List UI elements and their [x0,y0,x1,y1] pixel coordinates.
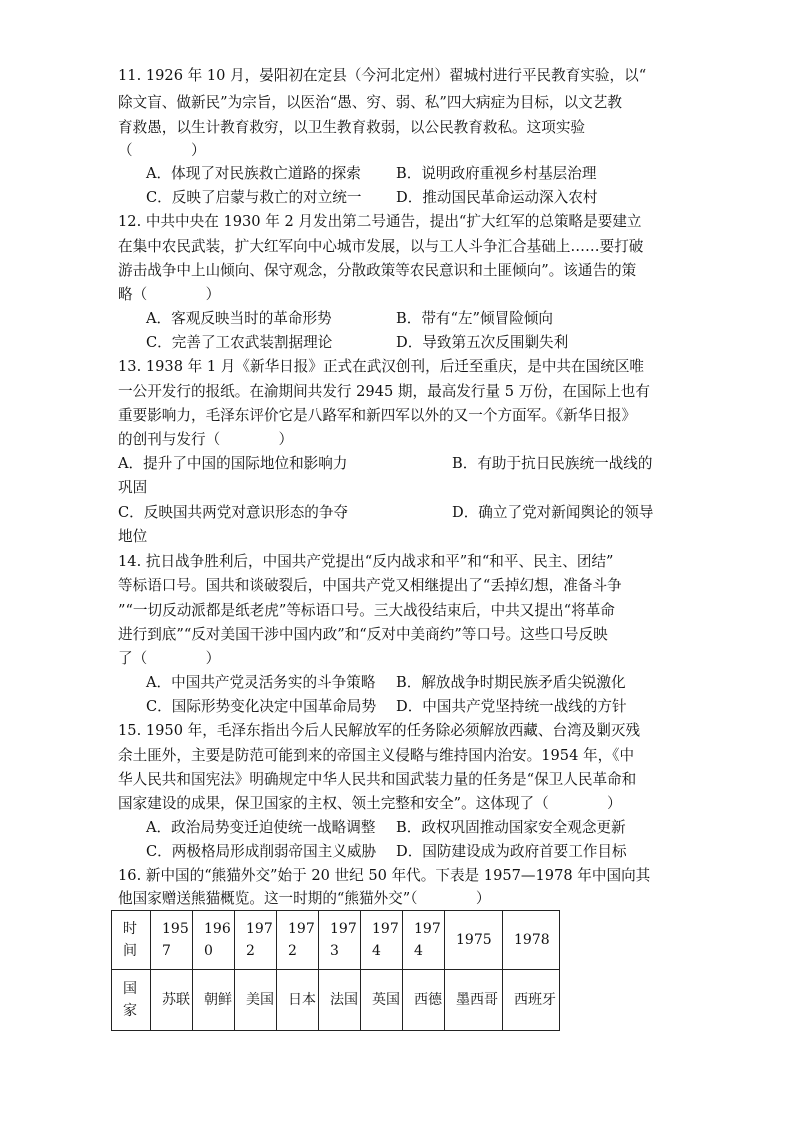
q15-line-1: 15. 1950 年，毛泽东指出今后人民解放军的任务除必须解放西藏、台湾及剿灭残 [118,722,641,739]
table-row-countries [112,970,560,1031]
q14-option-d: D．中国共产党坚持统一战线的方针 [396,698,627,715]
q15-line-3: 华人民共和国宪法》明确规定中华人民共和国武装力量的任务是“保卫人民革命和 [118,771,637,788]
q13-line-2: 一公开发行的报纸。在渝期间共发行 2945 期，最高发行量 5 万份，在国际上也有 [118,383,650,400]
table-cell-country: 西德 [403,970,445,1031]
q12-line-4: 略（ ） [118,286,221,303]
q14-option-a: A．中国共产党灵活务实的斗争策略 [146,674,376,691]
q15-line-2: 余土匪外，主要是防范可能到来的帝国主义侵略与维持国内治安。1954 年，《中 [118,747,635,764]
q15-line-4: 国家建设的成果，保卫国家的主权、领土完整和安全”。这体现了（ ） [118,795,622,812]
table-cell-country: 西班牙 [503,970,560,1031]
q12-option-c: C．完善了工农武装割据理论 [146,334,333,351]
table-cell-year: 1960 [193,911,235,970]
q15-option-c: C．两极格局形成削弱帝国主义威胁 [146,843,377,860]
q11-option-a: A．体现了对民族救亡道路的探索 [146,165,361,182]
table-cell-year: 1973 [319,911,361,970]
q12-line-3: 游击战争中上山倾向、保守观念，分散政策等农民意识和土匪倾向”。该通告的策 [118,262,637,279]
table-cell-country: 法国 [319,970,361,1031]
q15-option-d: D．国防建设成为政府首要工作目标 [396,843,627,860]
table-cell-year: 1974 [403,911,445,970]
q13-option-b-cont: 巩固 [118,479,148,496]
table-cell-year: 1974 [361,911,403,970]
table-cell-year: 1972 [235,911,277,970]
table-header-country: 国家 [112,970,151,1031]
table-cell-year: 1957 [151,911,193,970]
q12-line-2: 在集中农民武装，扩大红军向中心城市发展，以与工人斗争汇合基础上……要打破 [118,238,644,255]
q15-option-a: A．政治局势变迁迫使统一战略调整 [146,819,376,836]
q11-line-2: 除文盲、做新民”为宗旨，以医治“愚、穷、弱、私”四大病症为目标，以文艺教 [118,94,622,111]
q11-line-4: （ ） [118,142,206,159]
table-cell-country: 日本 [277,970,319,1031]
table-cell-country: 英国 [361,970,403,1031]
q13-line-1: 13. 1938 年 1 月《新华日报》正式在武汉创刊，后迁至重庆，是中共在国统区唯 [118,358,645,375]
table-row-years [112,911,560,970]
q14-line-2: 等标语口号。国共和谈破裂后，中国共产党又相继提出了“丢掉幻想，准备斗争 [118,577,622,594]
q13-option-d-cont: 地位 [118,528,148,545]
table-cell-country: 墨西哥 [445,970,503,1031]
q11-line-3: 育救愚，以生计教育救穷，以卫生教育救弱，以公民教育救私。这项实验 [118,119,586,136]
q12-option-a: A．客观反映当时的革命形势 [146,310,332,327]
q13-option-d: D．确立了党对新闻舆论的领导 [452,504,654,521]
table-cell-country: 苏联 [151,970,193,1031]
q12-option-d: D．导致第五次反围剿失利 [396,334,569,351]
table-cell-year: 1978 [503,911,560,970]
q14-line-1: 14. 抗日战争胜利后，中国共产党提出“反内战求和平”和“和平、民主、团结” [118,553,614,570]
q13-line-4: 的创刊与发行（ ） [118,431,294,448]
q13-option-c: C．反映国共两党对意识形态的争夺 [118,504,349,521]
q11-option-d: D．推动国民革命运动深入农村 [396,189,598,206]
table-header-time: 时间 [112,911,151,970]
q11-option-b: B．说明政府重视乡村基层治理 [396,165,597,182]
q14-line-3: ”“一切反动派都是纸老虎”等标语口号。三大战役结束后，中共又提出“将革命 [118,602,615,619]
q16-line-2: 他国家赠送熊猫概览。这一时期的“熊猫外交”（ ） [118,890,491,907]
q13-option-a: A．提升了中国的国际地位和影响力 [118,455,348,472]
table-cell-country: 朝鲜 [193,970,235,1031]
panda-gift-table [111,910,560,1031]
table-cell-country: 美国 [235,970,277,1031]
q16-line-1: 16. 新中国的“熊猫外交”始于 20 世纪 50 年代。下表是 1957—1978 年中国向其 [118,867,651,884]
q14-option-c: C．国际形势变化决定中国革命局势 [146,698,377,715]
q14-line-4: 进行到底”“反对美国干涉中国内政”和“反对中美商约”等口号。这些口号反映 [118,626,608,643]
table-cell-year: 1972 [277,911,319,970]
q11-line-1: 11. 1926 年 10 月，晏阳初在定县（今河北定州）翟城村进行平民教育实验，以“ [118,67,647,84]
q11-option-c: C．反映了启蒙与救亡的对立统一 [146,189,362,206]
table-cell-year: 1975 [445,911,503,970]
q15-option-b: B．政权巩固推动国家安全观念更新 [396,819,626,836]
q13-line-3: 重要影响力，毛泽东评价它是八路军和新四军以外的又一个方面军。《新华日报》 [118,407,637,424]
q14-line-5: 了（ ） [118,650,221,667]
q12-option-b: B．带有“左”倾冒险倾向 [396,310,553,327]
q12-line-1: 12. 中共中央在 1930 年 2 月发出第二号通告，提出“扩大红军的总策略是要建立 [118,213,642,230]
q13-option-b: B．有助于抗日民族统一战线的 [452,455,653,472]
q14-option-b: B．解放战争时期民族矛盾尖锐激化 [396,674,626,691]
